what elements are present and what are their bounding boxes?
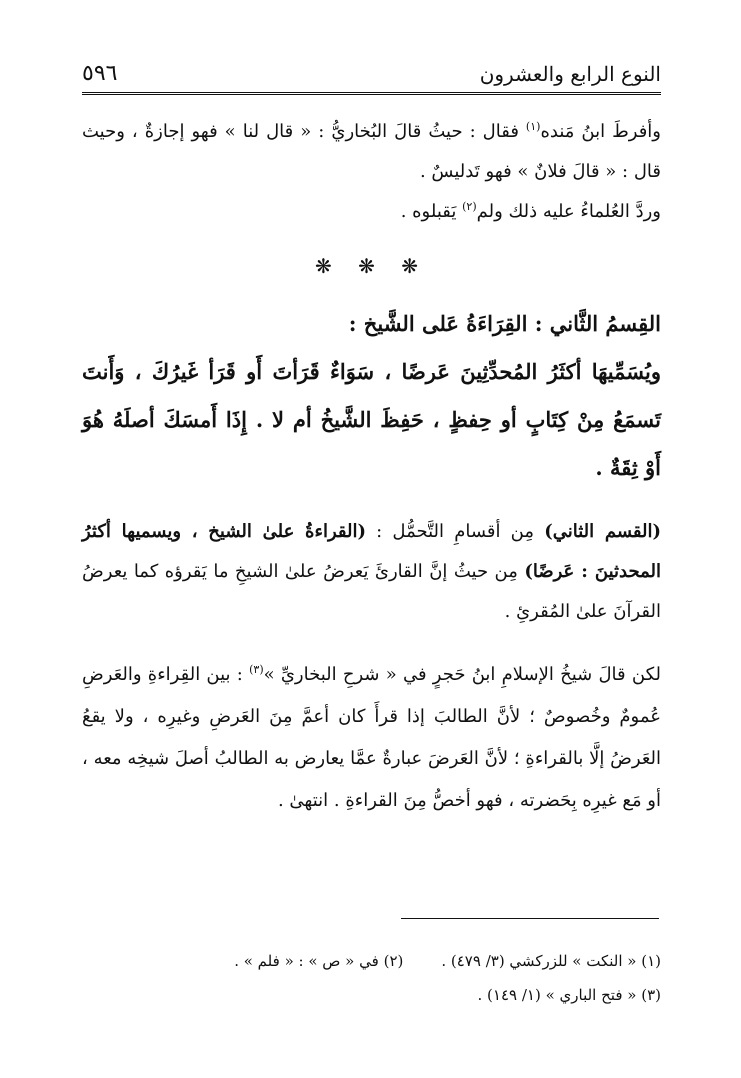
commentary-text-2: مِن حيثُ إنَّ القارئَ يَعرضُ علىٰ الشيخِ ما يَقرؤه كما يعرضُ القرآنَ علىٰ المُقرئِ . (82, 561, 661, 622)
footnote-ref-1: (١) (525, 120, 541, 133)
intro-paragraph-2 (82, 192, 661, 232)
footnotes (82, 944, 661, 1012)
footnote-separator (401, 918, 659, 919)
ibn-hajar-paragraph (82, 654, 661, 822)
commentary-text-1: مِن أقسامِ التَّحمُّل : (366, 521, 545, 542)
footnote-3: (٣) « فتح الباري » (١/ ١٤٩) . (477, 986, 661, 1004)
main-text (82, 112, 661, 822)
ibn-hajar-text-2: : بين القِراءةِ والعَرضِ عُمومٌ وخُصوصٌ ؛ لأنَّ الطالبَ إذا قرأَ كان أعمَّ مِنَ العَرضِ وغيرِه ، ولا يقعُ العَرضُ إلَّا بالقراءةِ ؛ لأنَّ العَرضَ عبارةٌ عمَّا يعارض به الطالبُ أصلَ شيخِه معه ، أو مَع غيرِه بِحَضرته ، فهو أخصُّ مِنَ القراءةِ . انتهىٰ . (82, 664, 661, 811)
matn-text: ويُسَمِّيهَا أكثَرُ المُحدِّثِينَ عَرضًا ، سَوَاءٌ قَرَأتَ أَو قَرَأ غَيرُكَ ، وَأَنتَ تَسمَعُ مِنْ كِتَابٍ أو حِفظٍ ، حَفِظَ الشَّيخُ أم لا . إِذَا أَمسَكَ أصلَهُ هُوَ أَوْ ثِقَةٌ . (82, 359, 661, 480)
footnote-ref-2: (٢) (462, 200, 477, 213)
footnote-1: (١) « النكت » للزركشي (٣/ ٤٧٩) . (441, 952, 661, 970)
commentary-bold-1: (القسم الثاني) (544, 521, 662, 542)
running-header (82, 52, 661, 95)
page-number: ٥٩٦ (82, 61, 118, 86)
section-divider: ❋ ❋ ❋ (315, 254, 428, 278)
commentary-paragraph (82, 512, 661, 632)
intro-p2-rest: يَقبلوه . (400, 201, 463, 222)
intro-p2-text: وردَّ العُلماءُ عليه ذلك ولم (476, 201, 661, 222)
intro-paragraph-1 (82, 112, 661, 192)
intro-p1-rest: فقال : حيثُ قالَ البُخاريُّ : « قال لنا » فهو إجازةٌ ، وحيث قال : « قالَ فلانٌ » فهو تَدليسٌ . (82, 121, 661, 182)
intro-p1-text: وأفرطَ ابنُ مَنده (540, 121, 661, 142)
footnote-2: (٢) في « ص » : « فلم » . (234, 952, 404, 970)
footnote-row (82, 944, 661, 978)
section-heading: القِسمُ الثَّاني : القِرَاءَةُ عَلى الشَّيخ : (348, 311, 661, 336)
ibn-hajar-text-1: لكن قالَ شيخُ الإسلامِ ابنُ حَجرٍ في « شرحِ البخاريِّ » (263, 664, 661, 685)
footnote-ref-3: (٣) (249, 663, 264, 676)
commentary-bold-2: (القراءةُ علىٰ الشيخ ، ويسميها أكثرُ المحدثينَ : عَرضًا) (82, 521, 661, 582)
chapter-title: النوع الرابع والعشرون (479, 62, 661, 86)
